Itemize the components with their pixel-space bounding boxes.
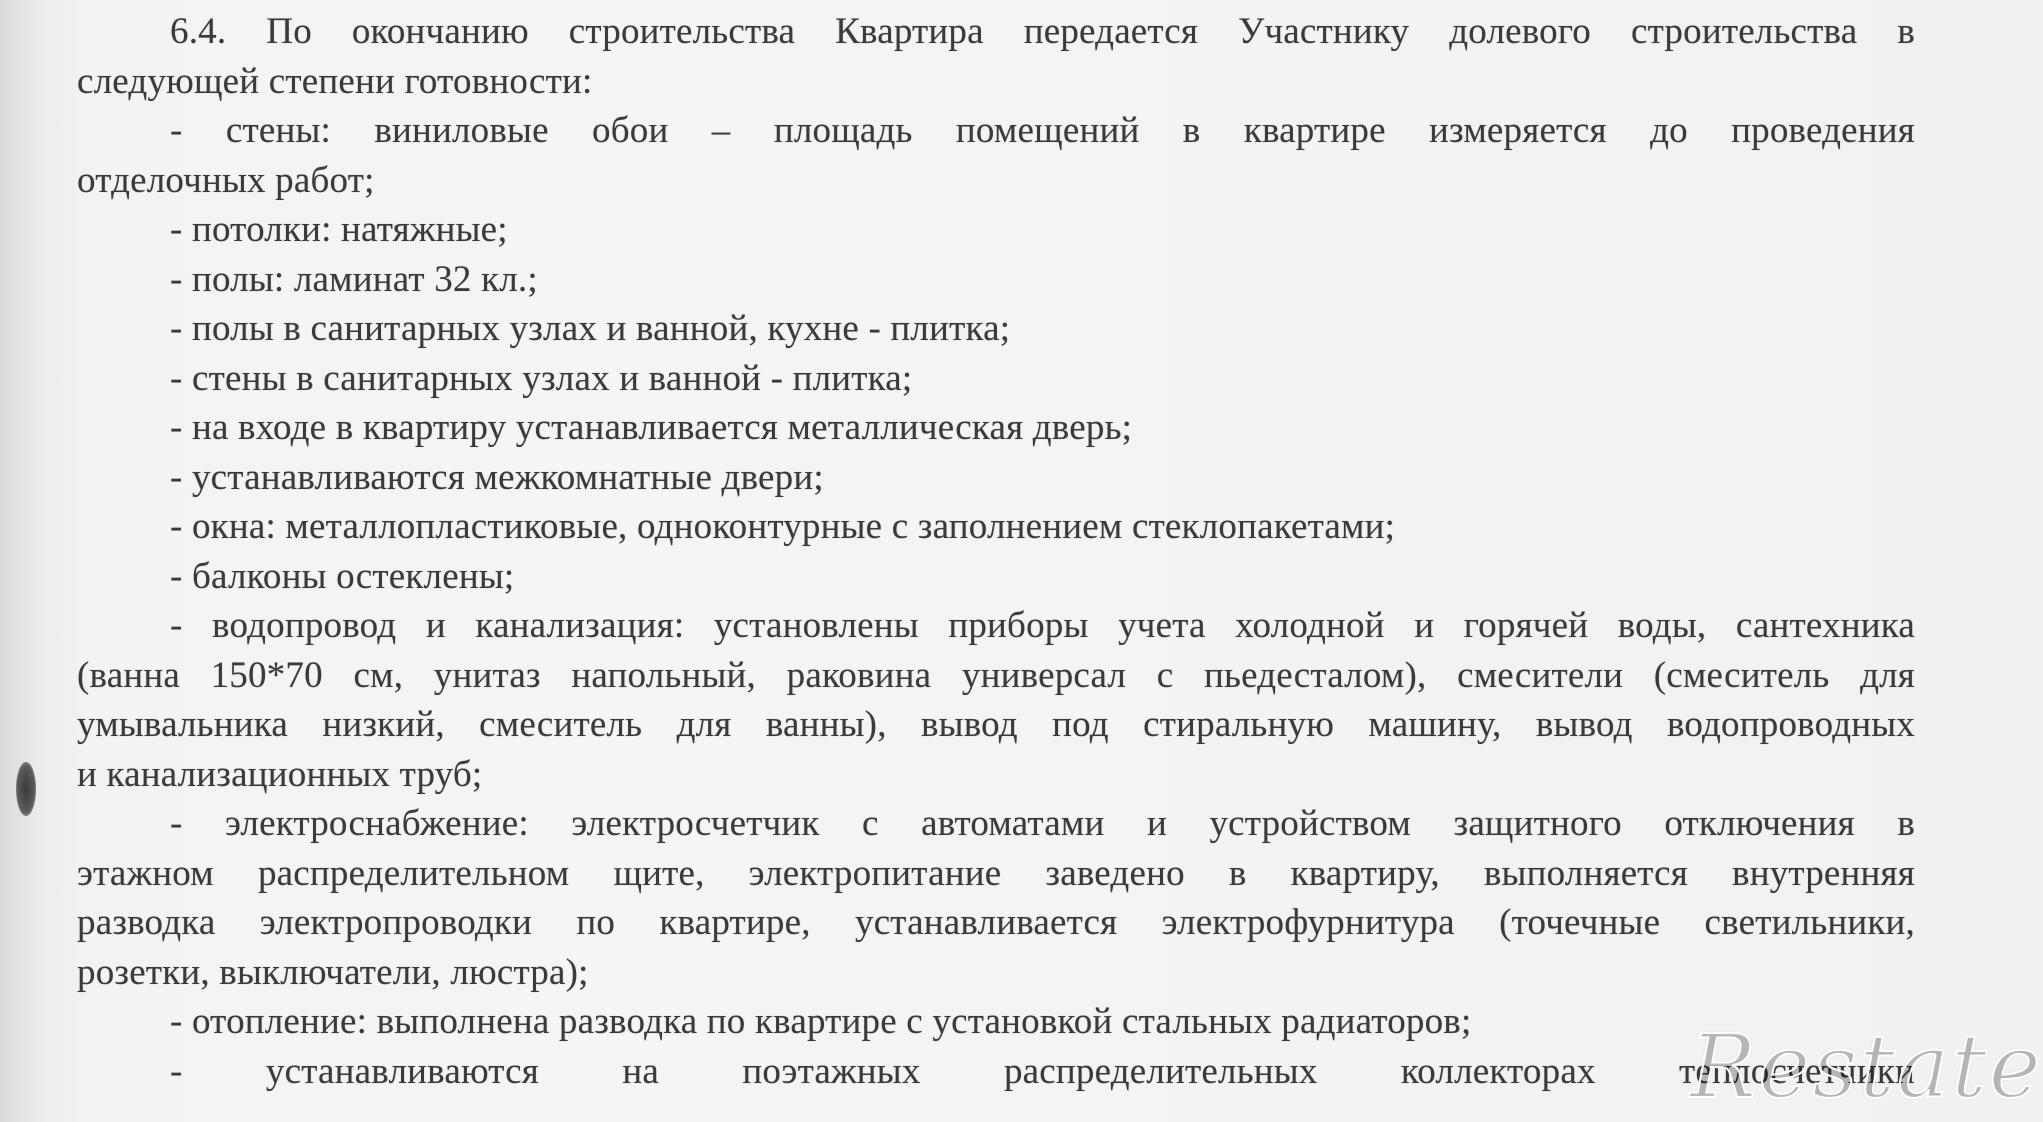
heating-line: - отопление: выполнена разводка по квартире с установкой стальных радиаторов; (170, 1001, 1472, 1042)
bathroom-floors-line: - полы в санитарных узлах и ванной, кухне - плитка; (170, 308, 1011, 349)
ceilings-line: - потолки: натяжные; (170, 209, 508, 250)
plumbing-line-3: умывальника низкий, смеситель для ванны), вывод под стиральную машину, вывод водопроводных (77, 704, 1915, 745)
plumbing-line-2: (ванна 150*70 см, унитаз напольный, раковина универсал с пьедесталом), смесители (смеситель для (77, 654, 1915, 696)
binder-hole-mark (16, 762, 36, 816)
entrance-door-line: - на входе в квартиру устанавливается металлическая дверь; (170, 407, 1133, 448)
paragraph-6-4-line-1: 6.4. По окончанию строительства Квартира передается Участнику долевого строительства в (170, 11, 1915, 52)
electricity-line-4: розетки, выключатели, люстра); (77, 951, 589, 993)
watermark-text: Restate (1690, 1015, 2043, 1118)
plumbing-line-1: - водопровод и канализация: установлены приборы учета холодной и горячей воды, сантехника (170, 605, 1915, 646)
balconies-line: - балконы остеклены; (170, 555, 515, 597)
electricity-line-3: разводка электропроводки по квартире, устанавливается электрофурнитура (точечные светильники, (77, 902, 1915, 943)
interior-doors-line: - устанавливаются межкомнатные двери; (170, 456, 824, 498)
plumbing-line-4: и канализационных труб; (77, 753, 483, 795)
watermark-logo (1690, 1012, 2043, 1122)
bathroom-walls-line: - стены в санитарных узлах и ванной - плитка; (170, 357, 913, 399)
paragraph-6-4-line-2: следующей степени готовности: (77, 60, 593, 102)
floors-line: - полы: ламинат 32 кл.; (170, 258, 538, 300)
heat-meters-line: - устанавливаются на поэтажных распределительных коллекторах теплосчетчики (170, 1050, 1915, 1092)
electricity-line-1: - электроснабжение: электросчетчик с автоматами и устройством защитного отключения в (170, 803, 1915, 844)
walls-line-1: - стены: виниловые обои – площадь помещений в квартире измеряется до проведения (170, 110, 1915, 151)
walls-line-2: отделочных работ; (77, 159, 375, 201)
windows-line: - окна: металлопластиковые, одноконтурные с заполнением стеклопакетами; (170, 506, 1396, 547)
document-body (77, 7, 1915, 1096)
electricity-line-2: этажном распределительном щите, электропитание заведено в квартиру, выполняется внутренняя (77, 852, 1915, 894)
